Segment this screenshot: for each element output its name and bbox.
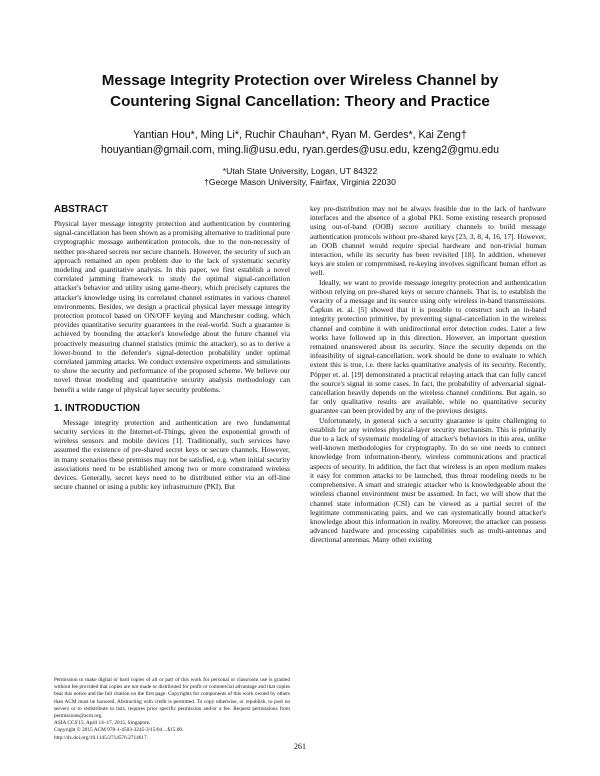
author-block bbox=[30, 128, 570, 158]
author-emails: houyantian@gmail.com, ming.li@usu.edu, ryan.gerdes@usu.edu, kzeng2@gmu.edu bbox=[100, 144, 500, 156]
introduction-heading: 1. INTRODUCTION bbox=[54, 402, 140, 414]
intro-paragraph-3: Unfortunately, in general such a security guarantee is quite challenging to establish for any wireless physical-layer security mechanism. This is primarily due to a lack of systematic modeling of attacker's behaviors in this area, unlike well-known methodologies for cryptography. To do so one needs to connect knowledge from information-theory, wireless communications and practical aspects of security. In addition, the fact that wireless is an open medium makes it easy for common attacks to be launched, thus threat modeling needs to be comprehensive. A smart and strategic attacker who is knowledgeable about the wireless channel environment must be assumed. In fact, we will show that the channel state information (CSI) can be viewed as a partial secret of the legitimate communicating pairs, and we can systematically bound attacker's knowledge about this information in reality. Moreover, the attacker can possess advanced hardware and processing capabilities such as multi-antennas and directional antennas. Many other existing bbox=[310, 415, 546, 545]
abstract-text: Physical layer message integrity protection and authentication by countering signal-cancellation has been shown as a promising alternative to traditional pure cryptographic message authentication protocols, due to the non-necessity of neither pre-shared secrets nor secure channels. However, the security of such an approach remained an open problem due to the lack of systematic security modeling and quantitative analysis. In this paper, we first establish a novel correlated jamming framework to study the optimal signal-cancellation attacker's behavior and utility using game-theory, which precisely captures the attacker's knowledge using its correlated channel estimates in various channel environments. Besides, we design a practical physical layer message integrity protection protocol based on ON/OFF keying and Manchester coding, which provides quantitative security guarantees in the real-world. Such a guarantee is achieved by bounding the attacker's knowledge about the future channel via proactively measuring channel statistics (mimic the attacker), so as to derive a lower-bound to the defender's signal-detection probability under optimal correlated jamming attacks. We conduct extensive experiments and simulations to show the security and performance of the proposed scheme. We believe our novel threat modeling and quantitative security analysis methodology can benefit a wide range of physical layer security problems. bbox=[54, 219, 290, 394]
abstract-heading: ABSTRACT bbox=[54, 204, 108, 215]
paper-title bbox=[40, 70, 560, 112]
intro-paragraph-1-start: Message integrity protection and authentication are two fundamental security services in the Internet-of-Things, given the exponential growth of wireless sensors and mobile devices [1]. Traditionally, such services have assumed the existence of pre-shared secret keys or secure channels. However, in many scenarios these premises may not be satisfied, e.g. when initial security associations need to be established among two or more constrained wireless devices. Generally, secret keys need to be distributed either via an off-line secure channel or using a public key infrastructure (PKI). But bbox=[54, 417, 290, 492]
intro-paragraph-2: Ideally, we want to provide message integrity protection and authentication without relying on pre-shared keys or secure channels. That is, to establish the veracity of a message and its source using only wireless in-band transmissions. Čapkun et. al. [5] showed that it is possible to construct such an in-band integrity protection primitive, by preventing signal-cancellation in the wireless channel and combine it with unidirectional error detection codes. Later a few works have followed up in this direction. However, an important question remained unanswered about its security. Since the security depends on the infeasibility of signal-cancellation, work should be done to evaluate to which extent this is true, i.e. there lacks quantitative analysis of its security. Recently, Pöpper et. al. [19] demonstrated a practical relaying attack that can fully cancel the source's signal in some cases. In fact, the probability of adversarial signal-cancellation heavily depends on the wireless channel conditions. But again, so far only qualitative results are available, while no quantitative security guarantee can been provided by any of the previous designs. bbox=[310, 277, 546, 416]
right-column bbox=[310, 204, 546, 545]
page-number: 261 bbox=[294, 742, 306, 751]
author-names: Yantian Hou*, Ming Li*, Ruchir Chauhan*, Ryan M. Gerdes*, Kai Zeng† bbox=[133, 129, 467, 141]
doi-link[interactable]: http://dx.doi.org/10.1145/2714576.2714617. bbox=[54, 734, 149, 741]
affiliation-block bbox=[30, 166, 570, 188]
title-line-2: Countering Signal Cancellation: Theory and Practice bbox=[110, 93, 490, 110]
conference-venue: ASIA CCS'15, April 14–17, 2015, Singapore.. bbox=[54, 720, 152, 727]
affiliation-gmu: †George Mason University, Fairfax, Virginia 22030 bbox=[204, 177, 396, 187]
intro-paragraph-1-cont: key pre-distribution may not be always feasible due to the lack of hardware interfaces and the absence of a global PKI. Some existing research proposed using out-of-band (OOB) secure auxiliary channels to build message authentication protocols without pre-shared keys [23, 3, 8, 4, 16, 17]. However, an OOB channel would require special hardware and non-trivial human interaction, while its security has been revisited [18]. In addition, whenever keys are stolen or compromised, re-keying involves significant human effort as well. bbox=[310, 204, 546, 278]
affiliation-usu: *Utah State University, Logan, UT 84322 bbox=[222, 166, 378, 176]
permission-notice: Permission to make digital or hard copies of all or part of this work for personal or classroom use is granted without fee provided that copies are not made or distributed for profit or commercial advantage and that copies bear this notice and the full citation on the first page. Copyrights for components of this work owned by others than ACM must be honored. Abstracting with credit is permitted. To copy otherwise, or republish, to post on servers or to redistribute to lists, requires prior specific permission and/or a fee. Request permissions from permissions@acm.org. bbox=[54, 677, 290, 720]
copyright-line: Copyright © 2015 ACM 978-1-4503-3245-3/15/04 ...$15.00. bbox=[54, 727, 184, 734]
copyright-footnote bbox=[54, 677, 290, 742]
left-column bbox=[54, 204, 290, 491]
title-line-1: Message Integrity Protection over Wireless Channel by bbox=[101, 72, 499, 89]
